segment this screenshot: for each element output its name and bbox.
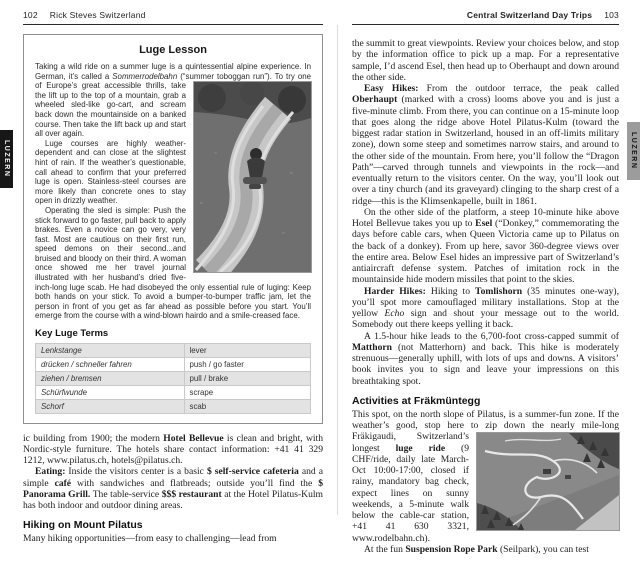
term-english: push / go faster <box>184 357 311 371</box>
luzern-edge-tab-right <box>627 122 640 180</box>
term-german: drücken / schneller fahren <box>36 357 185 371</box>
left-page-number: 102 <box>23 10 38 20</box>
left-running-header <box>23 10 323 25</box>
term-english: lever <box>184 343 311 357</box>
section-heading-hiking: Hiking on Mount Pilatus <box>23 519 143 532</box>
term-german: Schorf <box>36 399 185 413</box>
body-paragraph: Easy Hikes: From the outdoor terrace, the peak called Oberhaupt (marked with a cross) looms above you and is just a five-minute climb. From there, you can continue on a 15-minute loop that goes along the ridge above Hotel Pilatus-Kulm (toward the biggest radar station in Switzerland, housed in an off-limits military zone), down some steep and sometimes narrow stairs, and around to the other side of the mountain. From here, you’ll follow the “Dragon Path”—carved through tunnels and viewpoints in the rock—and eventually return to the visitors center. On the way, you’ll look out over a tiny church (and its graveyard) clinging to the sharp crest of a ridge—this is the Klimsenkapelle, built in 1861. <box>352 83 619 207</box>
luge-aerial-photo-illustration <box>477 433 619 530</box>
body-paragraph: At the fun Suspension Rope Park (Seilpark), you can test <box>364 543 589 555</box>
luge-rider-photo <box>194 82 311 272</box>
body-paragraph: A 1.5-hour hike leads to the 6,700-foot cross-capped summit of Matthorn (not Matterhorn) and back. This hike is moderately strenuous—generally uphill, with lots of ups and downs. A visitors’ book invites you to sign and leave your impressions on this breathtaking spot. <box>352 330 619 387</box>
luzern-tab-label: LUZERN <box>630 132 637 170</box>
term-english: scrape <box>184 385 311 399</box>
term-english: scab <box>184 399 311 413</box>
right-running-header <box>352 10 619 25</box>
term-german: Schürfwunde <box>36 385 185 399</box>
right-header-title: Central Switzerland Day Trips <box>466 10 593 20</box>
sidebar-title: Luge Lesson <box>139 44 207 56</box>
term-german: Lenkstange <box>36 343 185 357</box>
section-heading-fraekmuentegg: Activities at Fräkmüntegg <box>352 394 481 407</box>
key-luge-terms-table <box>35 343 311 414</box>
key-luge-terms-heading: Key Luge Terms <box>35 328 109 340</box>
luge-rider-photo-illustration <box>194 82 311 272</box>
luge-aerial-photo <box>477 433 619 530</box>
sidebar-paragraph-1a: Taking a wild ride on a summer luge is a quintessential alpine experience. In German, it’s called a Sommerrodelbahn (“summer toboggan run”). To try one of Europe’s <box>35 62 311 91</box>
table-row <box>36 385 311 399</box>
table-row <box>36 357 311 371</box>
fraekmuentegg-paragraph-b: Fräkigaudi, Switzerland’s longest luge ride (9 CHF/ride, daily late March-Oct 10:00-17:00, closed if rainy, mandatory bag check, expect lines on sunny weekends, a 5-minute walk below the cable-car station, +41 41 630 3321, www.rodelbahn.ch). <box>352 431 469 544</box>
body-paragraph: ic building from 1900; the modern Hotel Bellevue is clean and bright, with Nordic-style furniture. The hotels share contact information: +41 41 329 1212, www.pilatus.ch, hotels@pilatus.ch. <box>23 432 323 467</box>
right-page-body <box>352 38 619 555</box>
body-paragraph: On the other side of the platform, a steep 10-minute hike above Hotel Bellevue takes you up to Esel (“Donkey,” commemorating the days before cable cars, when Queen Victoria came up to Pilatus on the back of a donkey). From up here, savor 360-degree views over the entire area. Below Esel hides an impressive part of Switzerland’s antiaircraft defense system. Patches of imitation rock in the mountainside hide modern missiles that point to the skies. <box>352 206 619 286</box>
table-row <box>36 343 311 357</box>
table-row <box>36 399 311 413</box>
sidebar-paragraph-1 <box>35 62 311 139</box>
luzern-edge-tab-left <box>0 130 13 188</box>
sidebar-paragraph-1b: great accessible thrills, take the lift up to the top of a mountain, grab a wheeled sled-like go-cart, and scream back down the mountainside on a banked course. Then take the lift back up and start all over again. <box>35 81 186 139</box>
left-header-title: Rick Steves Switzerland <box>49 10 146 20</box>
body-paragraph: the summit to great viewpoints. Review your choices below, and stop by the information office to pick up a map. For a representative sample, I’d ascend Esel, then head up to Oberhaupt and down around the other side. <box>352 38 619 83</box>
sidebar-paragraph-3: Operating the sled is simple: Push the stick forward to go faster, pull back to apply brakes. Even a novice can go very, very fast. Most are cautious on their first run, speed demons on their second...and bruised and bloody on their third. A woman once showed me her travel journal illustrated with her husband’s dried five-inch-long luge scab. He had disobeyed the only essential rule of luging: Keep both hands on your stick. To avoid a bumper-to-bumper traffic jam, let the person in front of you get as far ahead as possible before you start. You’ll emerge from the course with a wind-blown hairdo and a smile-creased face. <box>35 205 311 321</box>
right-page-number: 103 <box>604 10 619 20</box>
sidebar-paragraph-2: Luge courses are highly weather-dependent and can close at the slightest hint of rain. If the weather’s questionable, call ahead to confirm that your preferred luge is open. Stainless-steel courses are more likely than concrete ones to stay open in drizzly weather. <box>35 138 186 206</box>
luge-lesson-sidebar <box>23 34 323 424</box>
body-paragraph: Many hiking opportunities—from easy to challenging—lead from <box>23 533 277 545</box>
body-paragraph <box>352 409 619 544</box>
fraekmuentegg-paragraph-a: This spot, on the north slope of Pilatus, is a summer-fun zone. If the weather’s good, stop here to zip down the nearly mile-long <box>352 408 619 431</box>
page-left <box>23 10 323 545</box>
page-right <box>352 10 619 555</box>
luzern-tab-label: LUZERN <box>3 140 10 178</box>
body-paragraph: Harder Hikes: Hiking to Tomlishorn (35 minutes one-way), you’ll spot more camouflaged military installations. Stop at the yellow Echo sign and shout your message out to the world. Somebody out there keeps yelling it back. <box>352 285 620 331</box>
term-german: ziehen / bremsen <box>36 371 185 385</box>
body-paragraph: Eating: Inside the visitors center is a basic $ self-service cafeteria and a simple café with sandwiches and flatbreads; outside you’ll find the $ Panorama Grill. The table-service $$$ restaurant at the Hotel Pilatus-Kulm has both indoor and outdoor dining areas. <box>23 466 324 512</box>
term-english: pull / brake <box>184 371 311 385</box>
left-page-body <box>23 433 323 545</box>
page-gutter-divider <box>337 25 338 515</box>
table-row <box>36 371 311 385</box>
